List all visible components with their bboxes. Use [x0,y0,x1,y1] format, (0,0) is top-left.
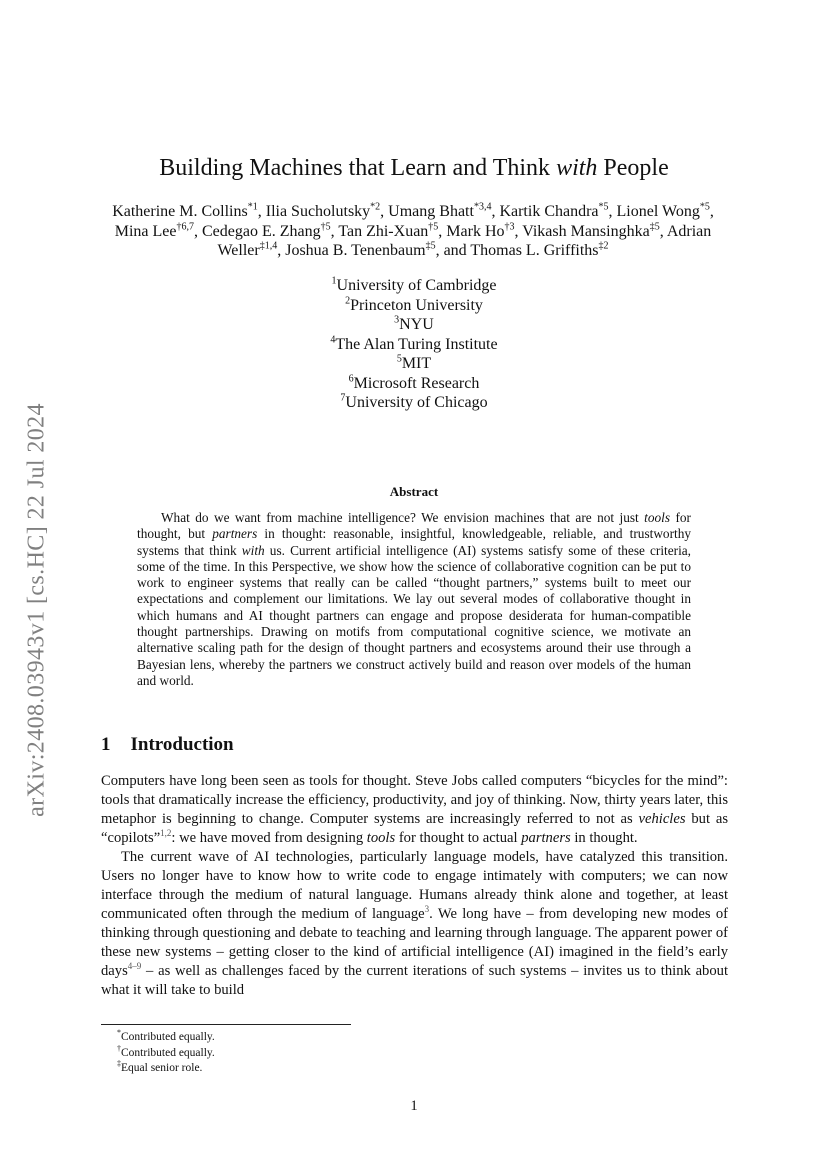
affiliation: $^3$NYU [394,314,434,333]
affiliation: $^1$University of Cambridge [331,275,497,294]
abstract-body [137,510,691,689]
affiliation: $^2$Princeton University [345,295,483,314]
citation[interactable]: 4–9 [127,961,142,972]
body-paragraph: Computers have long been seen as tools for thought. Steve Jobs called computers “bicycles for the mind”: tools that dramatically increase the efficiency, productivity, and joy of thinking. Now, thirty years later, this metaphor is beginning to change. Computer systems are increasingly referred to not as vehicles but as “copilots”$^{1,2}$: we have moved from designing tools for thought to actual partners in thought. [101,773,729,846]
author-list [96,202,730,261]
page-number: 1 [410,1098,418,1114]
abstract-heading: Abstract [389,484,439,499]
citation[interactable]: 3 [424,904,430,915]
footnote: *Contributed equally. [117,1028,215,1043]
section-number: 1 [101,734,111,755]
author: Umang Bhatt$^{*3,4}$, [388,201,500,220]
affiliation-list [0,276,828,413]
author: Cedegao E. Zhang$^{\dagger 5}$, [201,221,339,240]
footnote: †Contributed equally. [117,1043,215,1059]
author: Thomas L. Griffiths$^{\ddagger 2}$ [470,240,609,259]
body-paragraph: The current wave of AI technologies, particularly language models, have catalyzed this transition. Users no longer have to know how to write code to engage intimately with computers; we can now interface through the medium of natural language. Humans already think alone and together, at least communicated often through the medium of language$^3$. We long have – from developing new modes of thinking through questioning and debate to teaching and learning through language. The apparent power of these new systems – getting closer to the kind of artificial intelligence (AI) imagined in the field’s early days$^{4-9}$ – as well as challenges faced by the current iterations of such systems – invites us to think about what it will take to build [101,849,728,998]
author: Mark Ho$^{\dagger 3}$, [446,221,523,240]
author: Adrian Weller$^{\ddagger 1,4}$, [217,222,712,259]
title-part-1: Building Machines that Learn and Think [159,155,557,181]
author: Katherine M. Collins$^{*1}$, [112,201,266,220]
paper-title [0,155,828,182]
author: Kartik Chandra$^{*5}$, [499,201,617,220]
author: Vikash Mansinghka$^{\ddagger 5}$, [522,221,667,240]
author: Mina Lee$^{\dagger 6,7}$, [114,221,202,240]
arxiv-identifier: arXiv:2408.03943v1 [cs.HC] 22 Jul 2024 [23,403,50,817]
author: Ilia Sucholutsky$^{*2}$, [265,201,389,220]
author: Lionel Wong$^{*5}$, [616,201,714,220]
title-emphasis: with [556,155,598,181]
citation[interactable]: 1,2 [160,828,172,839]
author: Joshua B. Tenenbaum$^{\ddagger 5}$, and [285,240,471,259]
affiliation: $^4$The Alan Turing Institute [330,334,498,353]
affiliation: $^6$Microsoft Research [348,373,480,392]
footnote: ‡Equal senior role. [117,1059,203,1074]
footnote-list [117,1030,215,1077]
body-text [101,772,728,1000]
section-heading [101,734,234,756]
abstract-paragraph: What do we want from machine intelligence? We envision machines that are not just tools for thought, but partners in thought: reasonable, insightful, knowledgeable, reliable, and trustworthy systems that think with us. Current artificial intelligence (AI) systems satisfy some of these criteria, some of the time. In this Perspective, we show how the science of collaborative cognition can be put to work to engineer systems that really can be called “thought partners,” systems built to meet our expectations and complement our limitations. We lay out several modes of collaborative thought in which humans and AI thought partners can engage and propose desiderata for human-compatible thought partnerships. Drawing on motifs from computational cognitive science, we motivate an alternative scaling path for the design of thought partners and ecosystems around their use through a Bayesian lens, whereby the partners we construct actively build and reason over models of the human and world. [137,510,691,688]
footnote-divider [101,1024,351,1025]
section-title: Introduction [130,734,234,755]
title-part-3: People [597,155,669,181]
affiliation: $^5$MIT [396,353,432,372]
arxiv-sidebar [12,360,62,860]
author: Tan Zhi-Xuan$^{\dagger 5}$, [338,221,447,240]
affiliation: $^7$University of Chicago [340,392,488,411]
